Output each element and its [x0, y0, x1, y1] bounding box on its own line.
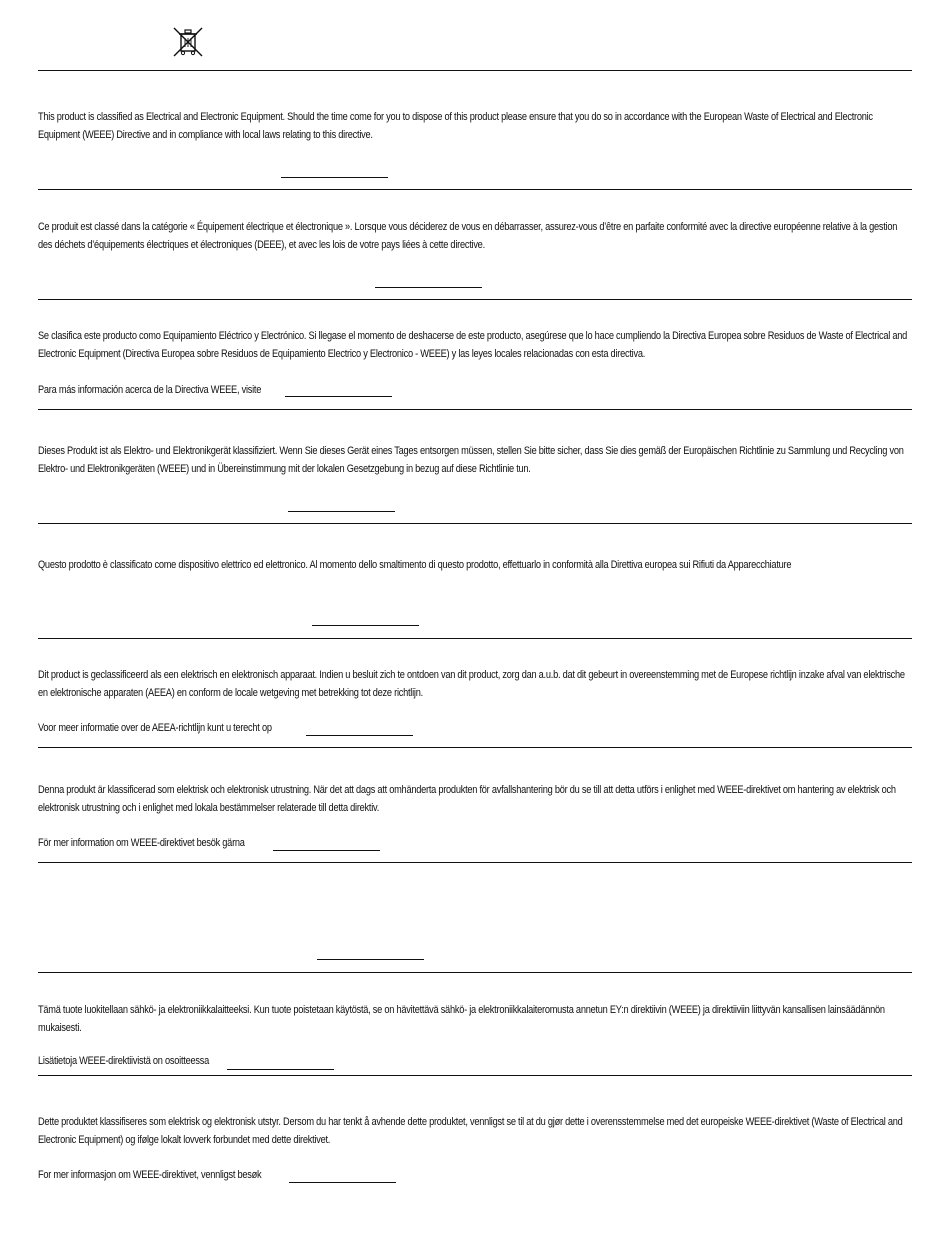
info-label: Para más información acerca de la Directiva WEEE, visite [38, 384, 262, 396]
section-text: Ce produit est classé dans la catégorie « Équipement électrique et électronique ». Lorsque vous déciderez de vous en débarrasser, assurez-vous d’être en parfaite conformité avec la directive européenne relative à la gestion des déchets d’équipements électriques et électroniques (DEEE), et avec les lois de votre pays liées à cette directive. [38, 221, 898, 251]
divider [38, 862, 912, 863]
info-label: For mer informasjon om WEEE-direktivet, vennligst besøk [38, 1169, 262, 1181]
link-blank [375, 287, 482, 288]
link-blank [285, 396, 392, 397]
info-line [38, 721, 316, 735]
link-blank [306, 735, 413, 736]
divider [38, 638, 912, 639]
link-blank [289, 1182, 396, 1183]
info-line [38, 1054, 242, 1068]
section-text: This product is classified as Electrical and Electronic Equipment. Should the time come for you to dispose of this product please ensure that you do so in accordance with the European Waste of Electrical and Electronic Equipment (WEEE) Directive and in compliance with local laws relating to this directive. [38, 111, 873, 141]
link-blank [273, 850, 380, 851]
section-finnish [38, 1001, 912, 1073]
divider [38, 747, 912, 748]
section-italian [38, 556, 912, 634]
divider [38, 972, 912, 973]
section-text: Denna produkt är klassificerad som elektrisk och elektronisk utrustning. När det att dags att omhänderta produkten för avfallshantering bör du se till att detta utförs i enlighet med WEEE-direktivet om hantering av elektrisk och elektronisk utrustning och i enlighet med lokala bestämmelser relaterade till detta direktiv. [38, 784, 896, 814]
section-german [38, 442, 912, 520]
section-text: Dette produktet klassifiseres som elektrisk og elektronisk utstyr. Dersom du har tenkt å avhende dette produktet, vennligst se til at du gjør dette i overensstemmelse med det europeiske WEEE-direktivet (Waste of Electrical and Electronic Equipment) og ifølge lokalt lovverk forbundet med dette direktivet. [38, 1116, 903, 1146]
divider [38, 189, 912, 190]
info-label: För mer information om WEEE-direktivet besök gärna [38, 837, 245, 849]
section-spanish [38, 327, 912, 405]
divider [38, 409, 912, 410]
section-norwegian [38, 1113, 912, 1191]
divider [38, 70, 912, 71]
info-label: Lisätietoja WEEE-direktiivistä on osoitteessa [38, 1055, 209, 1067]
section-text: Dit product is geclassificeerd als een elektrisch en elektronisch apparaat. Indien u besluit zich te ontdoen van dit product, zorg dan a.u.b. dat dit gebeurt in overeenstemming met de Europese richtlijn inzake afval van elektrische en elektronische apparaten (AEEA) en conform de locale wetgeving met betrekking tot deze richtlijn. [38, 669, 905, 699]
section-text: Dieses Produkt ist als Elektro- und Elektronikgerät klassifiziert. Wenn Sie dieses Gerät eines Tages entsorgen müssen, stellen Sie bitte sicher, dass Sie dies gemäß der Europäischen Richtlinie zu Sammlung und Recycling von Elektro- und Elektronikgeräten (WEEE) und in Übereinstimmung mit der lokalen Gesetzgebung in bezug auf diese Richtlinie tun. [38, 445, 904, 475]
divider [38, 523, 912, 524]
weee-crossed-out-bin-icon [170, 24, 206, 60]
section-text: Se clasifica este producto como Equipamiento Eléctrico y Electrónico. Si llegase el momento de deshacerse de este producto, asegúrese que lo hace cumpliendo la Directiva Europea sobre Residuos de Waste of Electrical and Electronic Equipment (Directiva Europea sobre Residuos de Equipamiento Electrico y Electronico - WEEE) y las leyes locales relacionadas con esta directiva. [38, 330, 907, 360]
section-dutch [38, 666, 912, 744]
link-blank [227, 1069, 334, 1070]
divider [38, 1075, 912, 1076]
info-line [38, 383, 304, 397]
section-text: Questo prodotto è classificato come dispositivo elettrico ed elettronico. Al momento dello smaltimento di questo prodotto, effettuarlo in conformità alla Direttiva europea sui Rifiuti da Apparecchiature [38, 559, 792, 571]
link-blank [317, 959, 424, 960]
section-swedish [38, 781, 912, 859]
section-text: Tämä tuote luokitellaan sähkö- ja elektroniikkalaitteeksi. Kun tuote poistetaan käytöstä, se on hävitettävä sähkö- ja elektroniikkalaiteromusta annetun EY:n direktiivin (WEEE) ja direktiiviin liittyvän kansallisen lainsäädännön mukaisesti. [38, 1004, 885, 1034]
section-english [38, 108, 912, 184]
info-line [38, 836, 284, 850]
link-blank [281, 177, 388, 178]
section-french [38, 218, 912, 294]
link-blank [312, 625, 419, 626]
divider [38, 299, 912, 300]
info-line [38, 1168, 304, 1182]
link-blank [288, 511, 395, 512]
section-blank [38, 890, 912, 968]
info-label: Voor meer informatie over de AEEA-richtlijn kunt u terecht op [38, 722, 272, 734]
